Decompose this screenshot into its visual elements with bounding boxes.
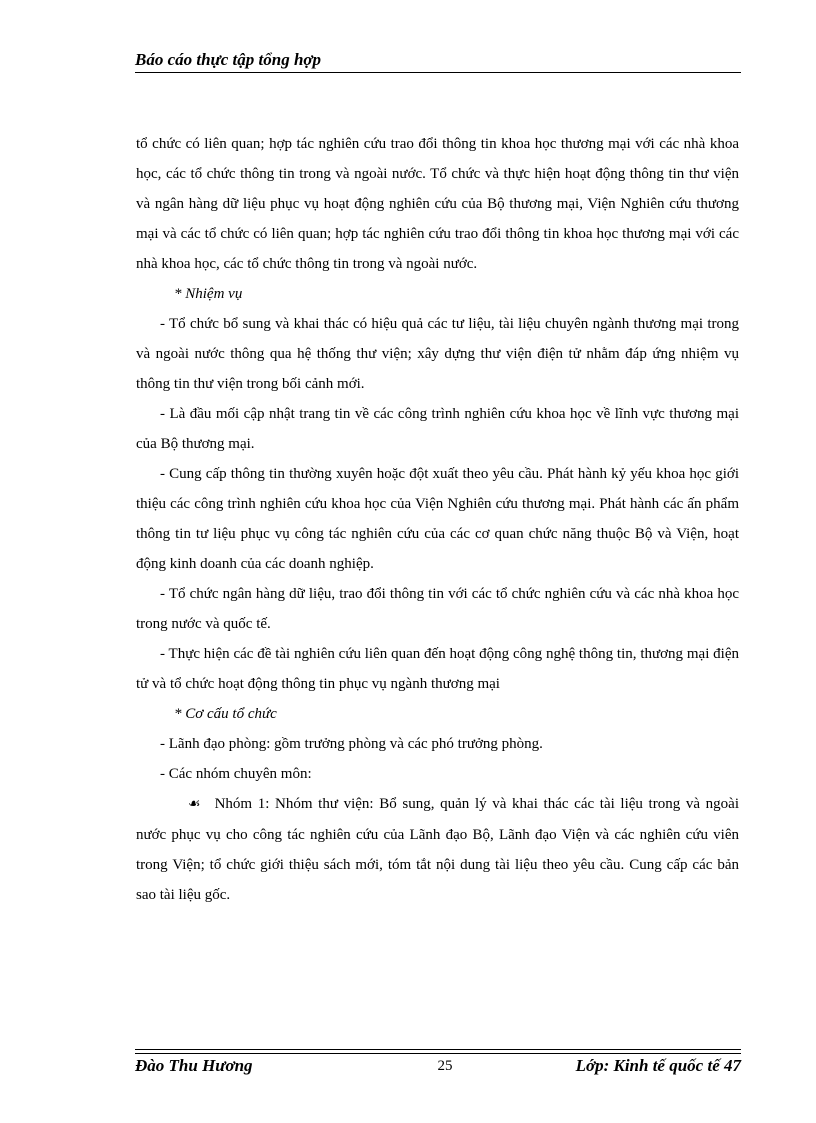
paragraph: - Các nhóm chuyên môn: bbox=[160, 766, 312, 782]
paragraph: - Thực hiện các đề tài nghiên cứu liên quan đến hoạt động công nghệ thông tin, thương mại điện tử và tổ chức hoạt động thông tin phục vụ ngành thương mại bbox=[136, 646, 739, 692]
footer-class: Lớp: Kinh tế quốc tế 47 bbox=[575, 1056, 741, 1075]
body-text bbox=[136, 129, 739, 910]
section-heading-tasks: * Nhiệm vụ bbox=[174, 286, 243, 302]
bullet-icon: ☙ bbox=[188, 797, 201, 812]
paragraph: - Tổ chức ngân hàng dữ liệu, trao đổi thông tin với các tổ chức nghiên cứu và các nhà khoa học trong nước và quốc tế. bbox=[136, 586, 739, 632]
paragraph: tổ chức có liên quan; hợp tác nghiên cứu trao đổi thông tin khoa học thương mại với các nhà khoa học, các tổ chức thông tin trong và ngoài nước. Tổ chức và thực hiện hoạt động thông tin thư viện và ngân hàng dữ liệu phục vụ hoạt động nghiên cứu của Bộ thương mại, Viện Nghiên cứu thương mại và các tổ chức có liên quan; hợp tác nghiên cứu trao đổi thông tin khoa học thương mại với các nhà khoa học, các tổ chức thông tin trong và ngoài nước. bbox=[136, 136, 739, 272]
paragraph: - Là đầu mối cập nhật trang tin về các công trình nghiên cứu khoa học về lĩnh vực thương mại của Bộ thương mại. bbox=[136, 406, 739, 452]
paragraph: - Lãnh đạo phòng: gồm trưởng phòng và các phó trưởng phòng. bbox=[160, 736, 543, 752]
bullet-paragraph bbox=[136, 789, 739, 910]
paragraph: - Tổ chức bổ sung và khai thác có hiệu quả các tư liệu, tài liệu chuyên ngành thương mại trong và ngoài nước thông qua hệ thống thư viện; xây dựng thư viện điện tử nhằm đáp ứng nhiệm vụ thông tin thư viện trong bối cảnh mới. bbox=[136, 316, 739, 392]
page-header bbox=[135, 48, 741, 73]
footer-rule bbox=[135, 1049, 741, 1054]
bullet-text: Nhóm 1: Nhóm thư viện: Bổ sung, quản lý và khai thác các tài liệu trong và ngoài nước phục vụ cho công tác nghiên cứu của Lãnh đạo Bộ, Lãnh đạo Viện và các nghiên cứu viên trong Viện; tổ chức giới thiệu sách mới, tóm tắt nội dung tài liệu theo yêu cầu. Cung cấp các bản sao tài liệu gốc. bbox=[136, 796, 739, 903]
page-number: 25 bbox=[437, 1058, 453, 1074]
section-heading-structure: * Cơ cấu tổ chức bbox=[174, 706, 277, 722]
paragraph: - Cung cấp thông tin thường xuyên hoặc đột xuất theo yêu cầu. Phát hành kỷ yếu khoa học giới thiệu các công trình nghiên cứu khoa học của Viện Nghiên cứu thương mại. Phát hành các ấn phẩm thông tin tư liệu phục vụ công tác nghiên cứu của các cơ quan chức năng thuộc Bộ và Viện, hoạt động kinh doanh của các doanh nghiệp. bbox=[136, 466, 739, 572]
header-title: Báo cáo thực tập tổng hợp bbox=[135, 50, 322, 69]
footer-author: Đào Thu Hương bbox=[135, 1056, 253, 1075]
